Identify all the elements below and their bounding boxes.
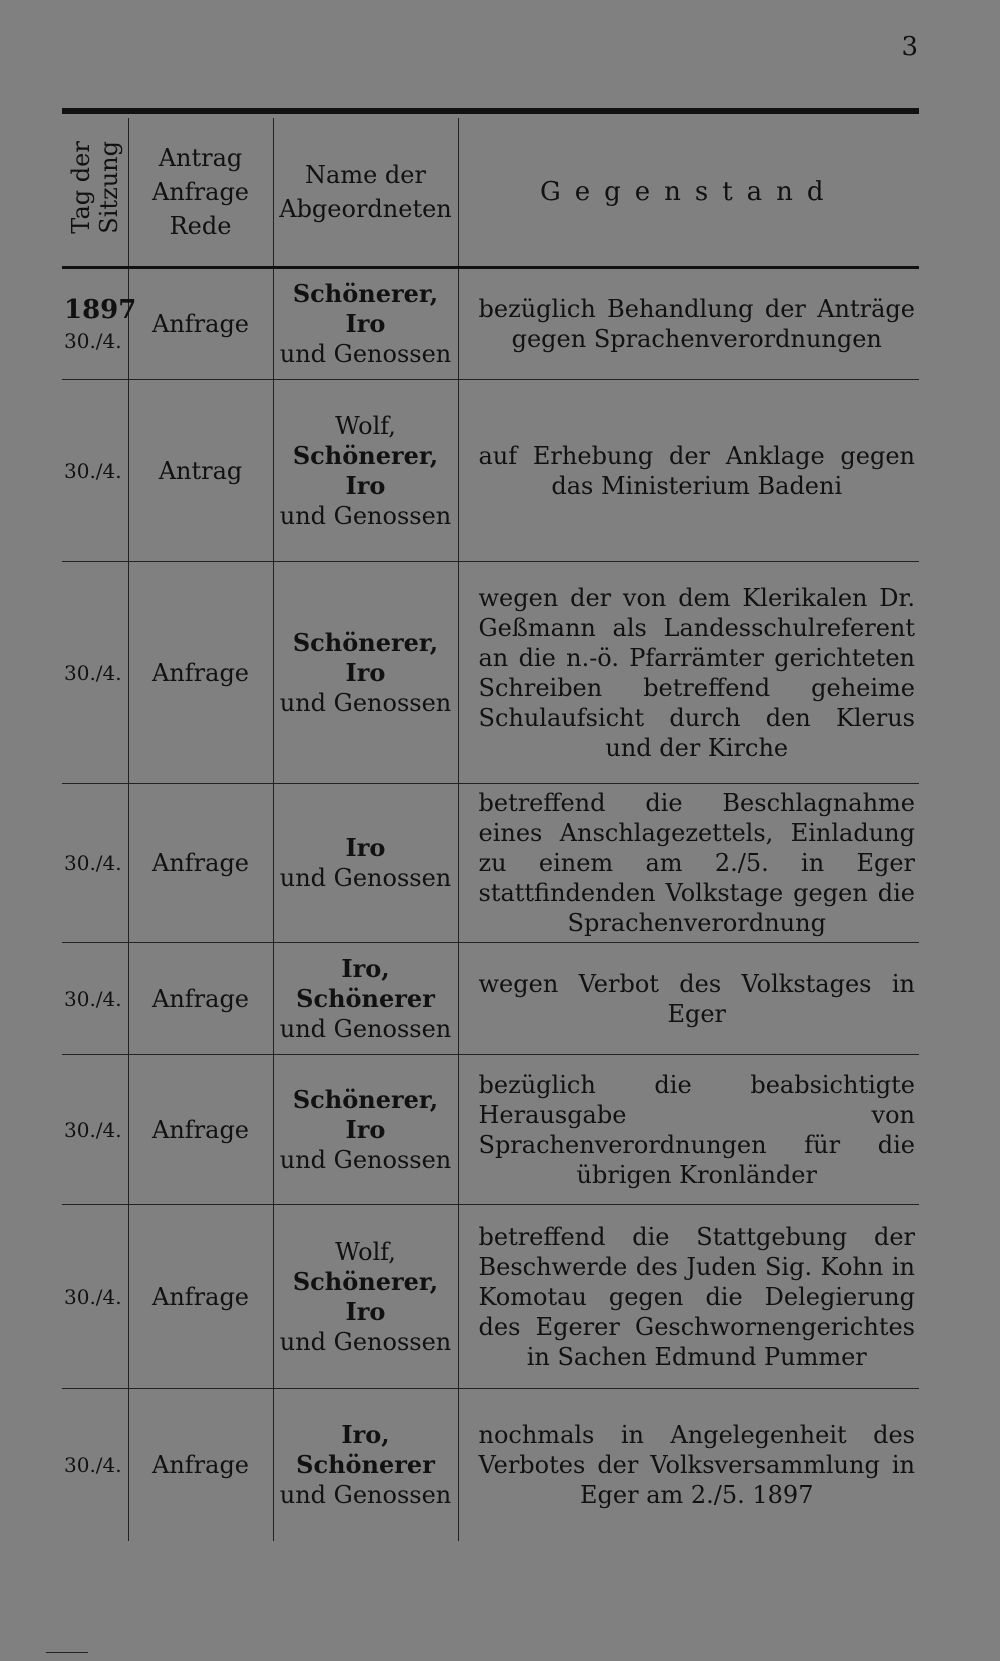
register-table	[62, 118, 919, 1541]
table-row	[62, 1055, 919, 1205]
names-plain: und Genossen	[279, 501, 452, 530]
header-subject	[458, 118, 919, 268]
date-cell: 30./4.	[62, 1205, 128, 1389]
subject-cell: betreffend die Beschlagnahme eines Anschlagezettels, Einladung zu einem am 2./5. in Eger stattfindenden Volkstage gegen die Sprachenverordnung	[458, 784, 919, 943]
subject-cell: bezüglich die beabsichtigte Herausgabe von Sprachenverordnungen für die übrigen Kronländer	[458, 1055, 919, 1205]
table-row	[62, 268, 919, 380]
date-cell: 30./4.	[62, 1389, 128, 1541]
date-cell: 30./4.	[62, 943, 128, 1055]
page-number: 3	[901, 32, 918, 62]
header-names: Name der Abgeordneten	[273, 118, 458, 268]
type-cell: Anfrage	[128, 1055, 273, 1205]
names-bold: Schönerer, Iro	[292, 1084, 439, 1144]
names-cell	[273, 562, 458, 784]
names-plain: und Genossen	[279, 1145, 452, 1174]
date-cell	[62, 268, 137, 380]
names-plain: und Genossen	[279, 1480, 452, 1509]
type-cell: Anfrage	[128, 1205, 273, 1389]
names-cell	[273, 943, 458, 1055]
subject-cell: bezüglich Behandlung der Anträge gegen Sprachenverordnungen	[458, 268, 919, 380]
names-plain: und Genossen	[279, 688, 452, 717]
names-plain: und Genossen	[279, 864, 452, 892]
names-plain: und Genossen	[279, 1014, 452, 1043]
names-bold: Schönerer, Iro	[292, 1266, 439, 1326]
names-plain: und Genossen	[279, 1327, 452, 1356]
subject-cell: auf Erhebung der Anklage gegen das Ministerium Badeni	[458, 380, 919, 562]
names-pre: Wolf,	[335, 411, 396, 440]
date-cell: 30./4.	[62, 562, 128, 784]
names-cell	[273, 1389, 458, 1541]
names-cell	[273, 268, 458, 380]
names-cell	[273, 1205, 458, 1389]
table-row	[62, 380, 919, 562]
names-pre: Wolf,	[335, 1237, 396, 1266]
subject-cell: wegen Verbot des Volkstages in Eger	[458, 943, 919, 1055]
names-bold: Iro, Schönerer	[296, 953, 435, 1013]
names-cell	[273, 380, 458, 562]
footer-rule	[46, 1652, 88, 1653]
names-bold: Iro, Schönerer	[296, 1419, 435, 1479]
header-row	[62, 118, 919, 268]
subject-cell: betreffend die Stattgebung der Beschwerde des Juden Sig. Kohn in Komotau gegen die Delegierung des Egerer Geschwornengerichtes in Sachen Edmund Pummer	[458, 1205, 919, 1389]
date-cell: 30./4.	[62, 380, 128, 562]
header-date	[62, 118, 128, 268]
type-cell: Anfrage	[128, 943, 273, 1055]
names-bold: Schönerer, Iro	[292, 440, 439, 500]
type-cell: Anfrage	[128, 562, 273, 784]
subject-cell: nochmals in Angelegenheit des Verbotes der Volksversammlung in Eger am 2./5. 1897	[458, 1389, 919, 1541]
header-type: Antrag Anfrage Rede	[128, 118, 273, 268]
subject-cell: wegen der von dem Klerikalen Dr. Geßmann als Landesschulreferent an die n.-ö. Pfarrämter gerichteten Schreiben betreffend geheime Schulaufsicht durch den Klerus und der Kirche	[458, 562, 919, 784]
top-rule	[62, 108, 919, 114]
date-label: 30./4.	[64, 329, 122, 353]
names-cell	[273, 784, 458, 943]
table-row	[62, 784, 919, 943]
year-label: 1897	[64, 295, 137, 325]
names-cell	[273, 1055, 458, 1205]
table-row	[62, 943, 919, 1055]
type-cell: Anfrage	[128, 1389, 273, 1541]
header-date-label: Tag der Sitzung	[66, 141, 123, 234]
table-row	[62, 1389, 919, 1541]
type-cell: Anfrage	[128, 268, 273, 380]
names-bold: Schönerer, Iro	[292, 279, 439, 338]
date-cell: 30./4.	[62, 1055, 128, 1205]
type-cell: Anfrage	[128, 784, 273, 943]
names-bold: Iro	[345, 833, 386, 862]
table-row	[62, 562, 919, 784]
header-subject-label: Gegenstand	[539, 177, 838, 207]
date-cell: 30./4.	[62, 784, 128, 943]
names-bold: Schönerer, Iro	[292, 627, 439, 687]
table-row	[62, 1205, 919, 1389]
type-cell: Antrag	[128, 380, 273, 562]
names-plain: und Genossen	[279, 340, 452, 368]
